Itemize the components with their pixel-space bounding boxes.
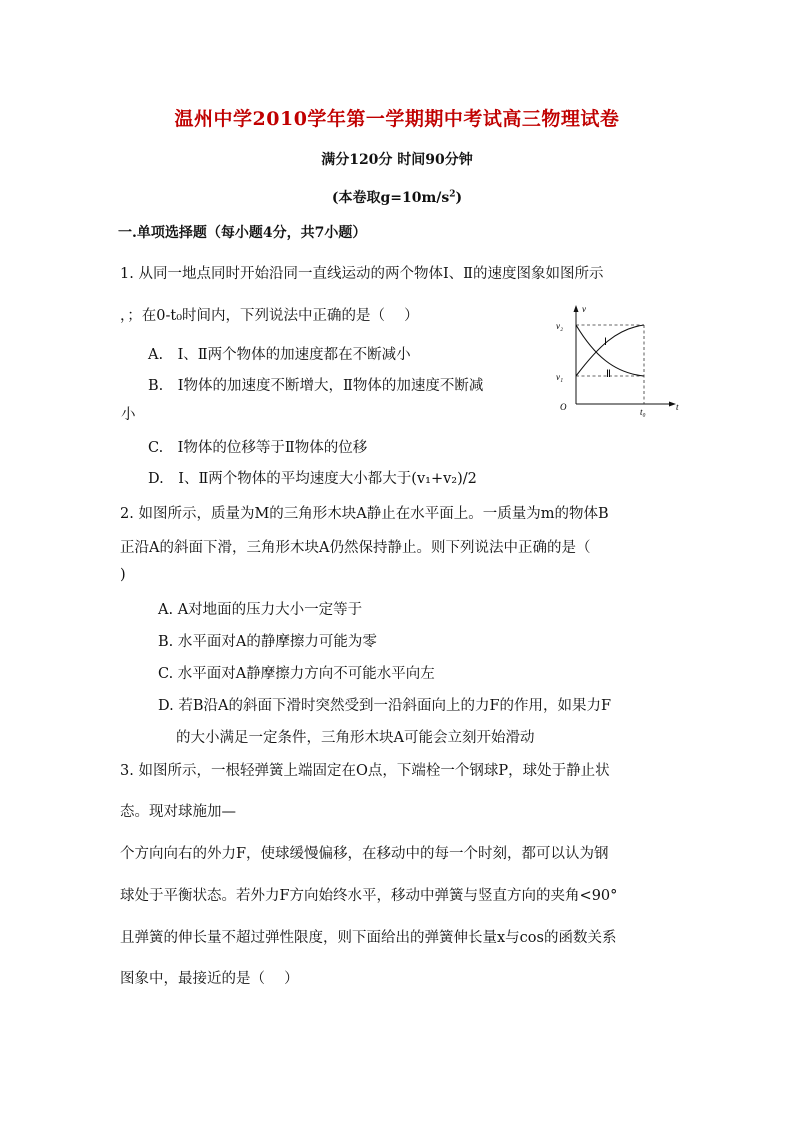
q2-option-d: D. 若B沿A的斜面下滑时突然受到一沿斜面向上的力F的作用，如果力F — [158, 698, 612, 714]
q2-stem-line1: 2. 如图所示，质量为M的三角形木块A静止在水平面上。一质量为m的物体B — [120, 506, 609, 522]
q3-line5: 且弹簧的伸长量不超过弹性限度，则下面给出的弹簧伸长量x与cos的函数关系 — [120, 930, 617, 946]
score-time-line: 满分120分 时间90分钟 — [321, 152, 473, 168]
v-axis-label: v — [582, 304, 586, 314]
gravity-note-suffix: ) — [455, 190, 463, 206]
q3-line3: 个方向向右的外力F，使球缓慢偏移，在移动中的每一个时刻，都可以认为钢 — [120, 846, 609, 862]
q1-option-d: D. Ⅰ、Ⅱ两个物体的平均速度大小都大于(v₁+v₂)/2 — [148, 471, 477, 487]
v2-label: v₂ — [556, 321, 564, 331]
q2-stem-line2: 正沿A的斜面下滑，三角形木块A仍然保持静止。则下列说法中正确的是（ — [120, 540, 591, 556]
q1-stem-line1: 1. 从同一地点同时开始沿同一直线运动的两个物体Ⅰ、Ⅱ的速度图象如图所示 — [120, 266, 604, 282]
q3-line6: 图象中，最接近的是（ ） — [120, 971, 299, 987]
exam-title: 温州中学2010学年第一学期期中考试高三物理试卷 — [174, 108, 620, 130]
q3-line2: 态。现对球施加— — [120, 804, 236, 820]
q1-option-b: B. Ⅰ物体的加速度不断增大，Ⅱ物体的加速度不断减 — [148, 378, 484, 394]
origin-label: O — [560, 402, 567, 412]
q3-line4: 球处于平衡状态。若外力F方向始终水平，移动中弹簧与竖直方向的夹角<90° — [120, 888, 618, 904]
q2-option-a: A. A对地面的压力大小一定等于 — [158, 602, 363, 618]
q3-line1: 3. 如图所示，一根轻弹簧上端固定在O点，下端栓一个钢球P，球处于静止状 — [120, 763, 610, 779]
q1-option-a: A. Ⅰ、Ⅱ两个物体的加速度都在不断减小 — [148, 347, 411, 363]
curve-one-label: Ⅰ — [604, 337, 607, 348]
q2-stem-line3: ) — [120, 567, 126, 583]
q2-option-c: C. 水平面对A静摩擦力方向不可能水平向左 — [158, 666, 435, 682]
q1-option-b-cont: 小 — [121, 407, 136, 423]
velocity-time-graph — [552, 303, 688, 418]
curve-two-label: Ⅱ — [606, 369, 611, 380]
v-axis-arrow-icon — [574, 305, 579, 312]
q2-option-b: B. 水平面对A的静摩擦力可能为零 — [158, 634, 377, 650]
section-heading: 一.单项选择题（每小题4分，共7小题） — [118, 225, 367, 241]
v1-label: v₁ — [556, 372, 564, 382]
t0-label: t₀ — [640, 407, 646, 417]
q2-option-d-cont: 的大小满足一定条件，三角形木块A可能会立刻开始滑动 — [176, 730, 535, 746]
gravity-note-exponent: 2 — [449, 189, 456, 200]
q1-option-c: C. Ⅰ物体的位移等于Ⅱ物体的位移 — [148, 440, 368, 456]
t-axis-arrow-icon — [669, 402, 676, 407]
q1-stem-line2: ，；在0-t₀时间内，下列说法中正确的是（ ） — [120, 308, 419, 324]
gravity-note-prefix: (本卷取g=10m/s — [331, 190, 450, 206]
t-axis-label: t — [676, 402, 679, 412]
gravity-note — [0, 187, 794, 207]
